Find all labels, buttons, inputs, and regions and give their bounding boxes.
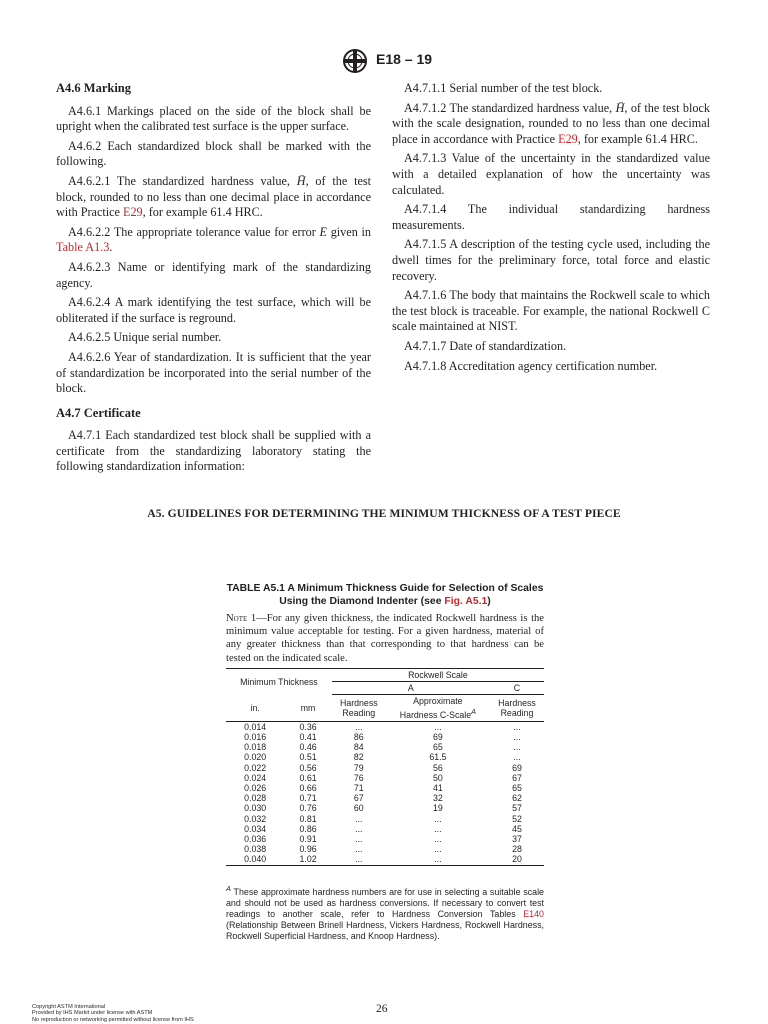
paragraph: A4.6.2.5 Unique serial number. (68, 330, 222, 345)
table-cell: 76 (353, 772, 364, 783)
table-cell: 20 (490, 854, 544, 865)
paragraph: A4.7.1.4 The individual standardizing hardness measurements. (392, 202, 710, 232)
hardness-symbol: H̄ (296, 173, 306, 188)
table-cell: 1.02 (284, 854, 331, 865)
table-cell: 32 (432, 793, 443, 804)
table-cell: 0.66 (299, 782, 317, 793)
hardness-symbol: H̄ (615, 100, 625, 115)
table-cell: 0.020 (244, 752, 267, 763)
table-row (226, 783, 544, 793)
page-header (0, 48, 768, 74)
table-cell: 0.038 (244, 844, 267, 855)
table-cell: 57 (512, 803, 522, 814)
minimum-thickness-table (226, 668, 544, 866)
paragraph: A4.6.1 Markings placed on the side of the block shall be upright when the calibrated test surface is the upper surface. (56, 103, 371, 134)
table-cell: 28 (512, 844, 522, 855)
paragraph: A4.7.1 Each standardized test block shall be supplied with a certificate from the standardizing laboratory stating the following standardization information: (56, 428, 371, 474)
table-cell: 62 (512, 793, 522, 804)
table-cell: 79 (353, 762, 364, 773)
table-cell: 50 (432, 772, 443, 783)
table-row (226, 732, 544, 742)
table-cell: 0.028 (244, 793, 267, 804)
table-cell: ... (513, 731, 521, 742)
table-cell: 65 (432, 742, 443, 753)
table-cell: 61.5 (429, 752, 447, 763)
right-column (392, 81, 710, 378)
table-cell: ... (513, 721, 521, 732)
table-cell: 0.024 (244, 772, 267, 783)
column-header: Hardness Reading (339, 697, 378, 719)
table-cell: 0.018 (244, 742, 267, 753)
column-header: mm (300, 702, 316, 713)
paragraph: A4.6.2 Each standardized block shall be marked with the following. (56, 138, 371, 169)
table-row (226, 763, 544, 773)
table-cell: 52 (512, 813, 522, 824)
table-cell: 0.41 (299, 731, 317, 742)
table-cell: ... (355, 813, 363, 824)
table-cell: 0.034 (244, 823, 267, 834)
column-header: Minimum Thickness (240, 676, 318, 687)
marking-heading: A4.6 Marking (56, 81, 131, 95)
link-e29[interactable]: E29 (123, 205, 143, 220)
column-header: Approximate Hardness C-Scale$^A$ (399, 696, 477, 720)
link-table-a1-3[interactable]: Table A1.3 (56, 240, 110, 255)
table-cell: 56 (432, 762, 443, 773)
paragraph: A4.7.1.6 The body that maintains the Rockwell scale to which the test block is traceable. For example, the national Rockwell C scale maintained at NIST. (392, 288, 710, 334)
table-cell: ... (513, 742, 521, 753)
column-header: in. (250, 702, 260, 713)
table-cell: 86 (353, 731, 364, 742)
paragraph: A4.7.1.8 Accreditation agency certification number. (404, 358, 658, 373)
table-cell: 67 (512, 772, 522, 783)
table-row (226, 854, 544, 865)
table-row (226, 742, 544, 752)
column-header: Rockwell Scale (332, 669, 544, 682)
table-row (226, 752, 544, 762)
table-row (226, 814, 544, 824)
link-fig-a5-1[interactable]: Fig. A5.1 (444, 596, 488, 607)
table-cell: 45 (512, 823, 522, 834)
table-cell: 65 (512, 782, 522, 793)
table-cell: 0.040 (226, 854, 284, 865)
certificate-heading: A4.7 Certificate (56, 405, 141, 420)
table-title: TABLE A5.1 A Minimum Thickness Guide for Selection of Scales Using the Diamond Indenter (see Fig. A5.1) (226, 583, 544, 607)
table-row (226, 844, 544, 854)
table-cell: 69 (512, 762, 522, 773)
column-header: A (332, 682, 490, 695)
paragraph: A4.7.1.7 Date of standardization. (404, 338, 567, 353)
paragraph: A4.7.1.2 The standardized hardness value, H̄, of the test block with the scale designation, rounded to no less than one decimal place in accordance with Practice E29, for example 61.4 HRC. (392, 100, 710, 146)
column-header: C (490, 682, 544, 695)
table-cell: 0.96 (299, 844, 317, 855)
table-cell: ... (355, 721, 363, 732)
paragraph: A4.6.2.4 A mark identifying the test surface, which will be obliterated if the surface is reground. (56, 295, 371, 325)
table-cell: ... (332, 854, 386, 865)
table-cell: 0.022 (244, 762, 267, 773)
table-row (226, 834, 544, 844)
table-row (226, 803, 544, 813)
table-cell: 37 (512, 833, 522, 844)
table-cell: ... (434, 823, 442, 834)
paragraph: A4.7.1.3 Value of the uncertainty in the standardized value with a detailed explanation of how the uncertainty was calculated. (392, 151, 710, 197)
page-number: 26 (376, 1003, 388, 1015)
table-cell: 0.36 (299, 721, 317, 732)
astm-logo-icon (340, 48, 370, 74)
table-cell: 69 (432, 731, 443, 742)
column-header: Hardness Reading (498, 697, 536, 719)
table-cell: 0.036 (244, 833, 267, 844)
table-cell: ... (386, 854, 490, 865)
table-row (226, 793, 544, 803)
table-cell: ... (434, 844, 442, 855)
table-cell: 19 (432, 803, 443, 814)
table-cell: 0.61 (299, 772, 317, 783)
table-cell: 0.032 (244, 813, 267, 824)
table-cell: ... (434, 721, 442, 732)
table-cell: 84 (353, 742, 364, 753)
link-e140[interactable]: E140 (523, 909, 544, 920)
table-cell: 60 (353, 803, 364, 814)
table-cell: 0.030 (244, 803, 267, 814)
table-footnote: $^A$ These approximate hardness numbers are for use in selecting a suitable scale and should not be used as hardness conversions. If necessary to convert test readings to another scale, refer to Hardness Conversion Tables E140 (Relationship Between Brinell Hardness, Vickers Hardness, Rockwell Hardness, Rockwell Superficial Hardness, and Knoop Hardness). (226, 884, 544, 942)
paragraph: A4.6.2.3 Name or identifying mark of the standardizing agency. (56, 259, 371, 290)
table-cell: 0.56 (299, 762, 317, 773)
table-row (226, 824, 544, 834)
table-cell: ... (434, 813, 442, 824)
table-cell: 0.76 (299, 803, 317, 814)
table-cell: 0.016 (244, 731, 267, 742)
link-e29[interactable]: E29 (558, 131, 578, 146)
table-cell: 71 (353, 782, 364, 793)
table-cell: 82 (353, 752, 364, 763)
table-cell: 0.46 (299, 742, 317, 753)
paragraph: A4.7.1.5 A description of the testing cycle used, including the dwell times for the preliminary force, total force and elastic recovery. (392, 237, 710, 283)
table-cell: ... (434, 833, 442, 844)
table-row (226, 773, 544, 783)
table-row (226, 721, 544, 732)
table-cell: 41 (432, 782, 443, 793)
table-cell: ... (355, 823, 363, 834)
table-cell: ... (513, 752, 521, 763)
table-cell: 0.026 (244, 782, 267, 793)
left-column (56, 81, 371, 479)
table-cell: ... (355, 833, 363, 844)
copyright-notice: Copyright ASTM International Provided by IHS Markit under license with ASTM No reproduction or networking permitted without license from IHS (32, 1004, 194, 1023)
table-cell: 0.71 (299, 793, 317, 804)
table-cell: 67 (353, 793, 364, 804)
section-title: A5. GUIDELINES FOR DETERMINING THE MINIMUM THICKNESS OF A TEST PIECE (147, 507, 621, 520)
table-cell: 0.81 (299, 813, 317, 824)
paragraph: A4.6.2.1 The standardized hardness value, H̄, of the test block, rounded to no less than one decimal place in accordance with Practice E29, for example 61.4 HRC. (56, 173, 371, 220)
paragraph: A4.6.2.6 Year of standardization. It is sufficient that the year of standardization be incorporated into the serial number of the block. (56, 349, 371, 396)
paragraph: A4.7.1.1 Serial number of the test block. (404, 81, 603, 95)
table-cell: 0.91 (299, 833, 317, 844)
paragraph: A4.6.2.2 The appropriate tolerance value for error E given in Table A1.3. (56, 224, 371, 255)
table-cell: 0.014 (244, 721, 267, 732)
table-cell: 0.51 (299, 752, 317, 763)
table-cell: 0.86 (299, 823, 317, 834)
table-cell: ... (355, 844, 363, 855)
standard-designation: E18 – 19 (376, 51, 433, 67)
table-note: Note 1—For any given thickness, the indicated Rockwell hardness is the minimum value acceptable for testing. For a given hardness, material of any greater thickness than that corresponding to that hardness can be tested on the indicated scale. (226, 613, 545, 664)
